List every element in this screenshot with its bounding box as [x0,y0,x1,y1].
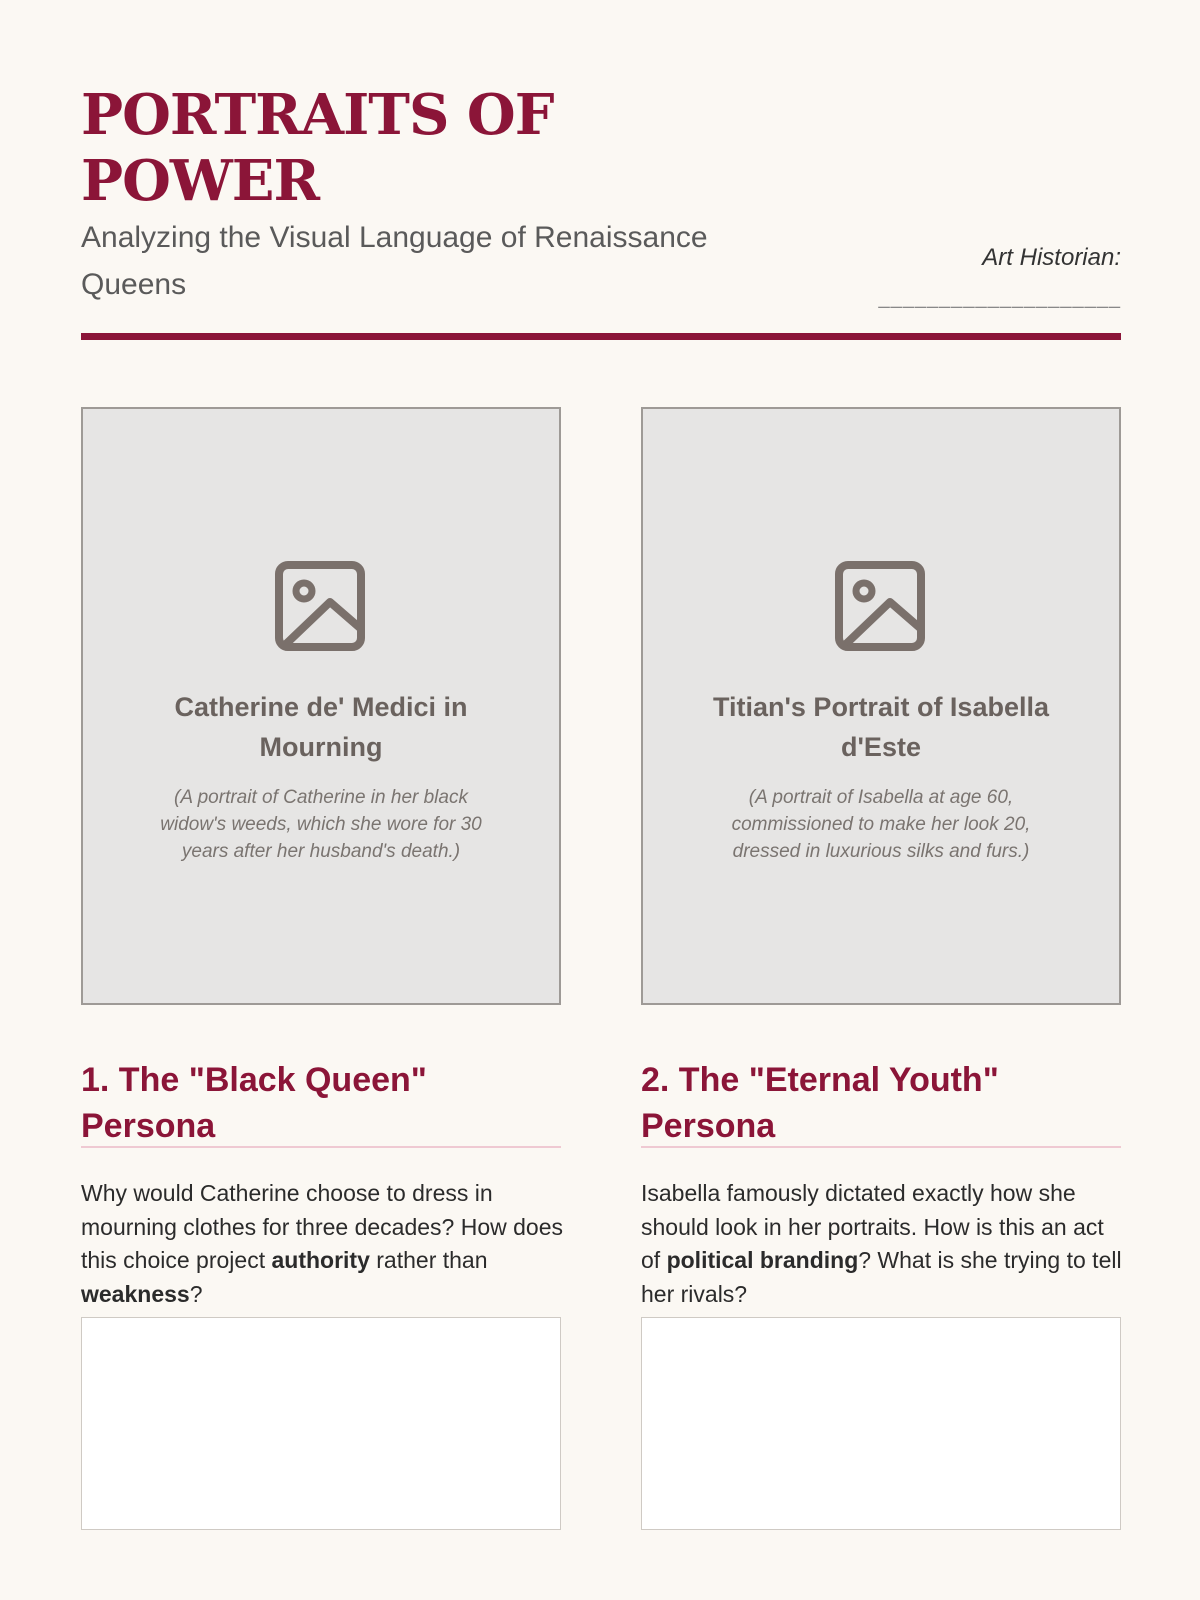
portrait-column-catherine [81,407,564,1307]
question-heading: 1. The "Black Queen" Persona [81,1061,427,1145]
image-title: Catherine de' Medici in Mourning [174,692,468,762]
historian-blank-line[interactable]: ____________________ [878,287,1121,309]
heading-underline [81,1146,561,1148]
image-icon [834,560,926,652]
question-text-part: ? What is she trying to tell her rivals? [641,1247,1122,1307]
question-keyword: political branding [666,1247,859,1273]
question-keyword: authority [271,1247,370,1273]
question-keyword: weakness [81,1280,190,1307]
question-text-part: Isabella famously dictated exactly how she should look in her portraits. How is this an act of [641,1180,1104,1273]
heading-underline [641,1146,1121,1148]
page-title: PORTRAITS OF POWER [81,82,554,214]
question-text-part: rather than [369,1247,488,1273]
question-heading: 2. The "Eternal Youth" Persona [641,1061,999,1145]
historian-name-field[interactable] [879,238,1121,318]
image-placeholder [81,407,561,1005]
worksheet-page [81,82,1122,1307]
image-icon [274,560,366,652]
historian-label: Art Historian: [982,244,1121,271]
header-divider [81,333,1121,340]
portrait-column-isabella [641,407,1122,1307]
question-text [81,1177,565,1311]
image-title: Titian's Portrait of Isabella d'Este [712,692,1049,762]
image-caption: (A portrait of Isabella at age 60, commissioned to make her look 20, dressed in luxurious silks and furs.) [731,787,1031,862]
answer-box[interactable] [81,1317,561,1530]
worksheet-header [81,82,1121,340]
question-text [641,1177,1125,1311]
answer-box[interactable] [641,1317,1121,1530]
question-text-part: Why would Catherine choose to dress in mourning clothes for three decades? How does this choice project [81,1180,564,1273]
image-caption: (A portrait of Catherine in her black widow's weeds, which she wore for 30 years after her husband's death.) [160,787,482,862]
page-subtitle: Analyzing the Visual Language of Renaissance Queens [81,221,708,301]
image-placeholder [641,407,1121,1005]
question-text-part: ? [189,1280,203,1307]
